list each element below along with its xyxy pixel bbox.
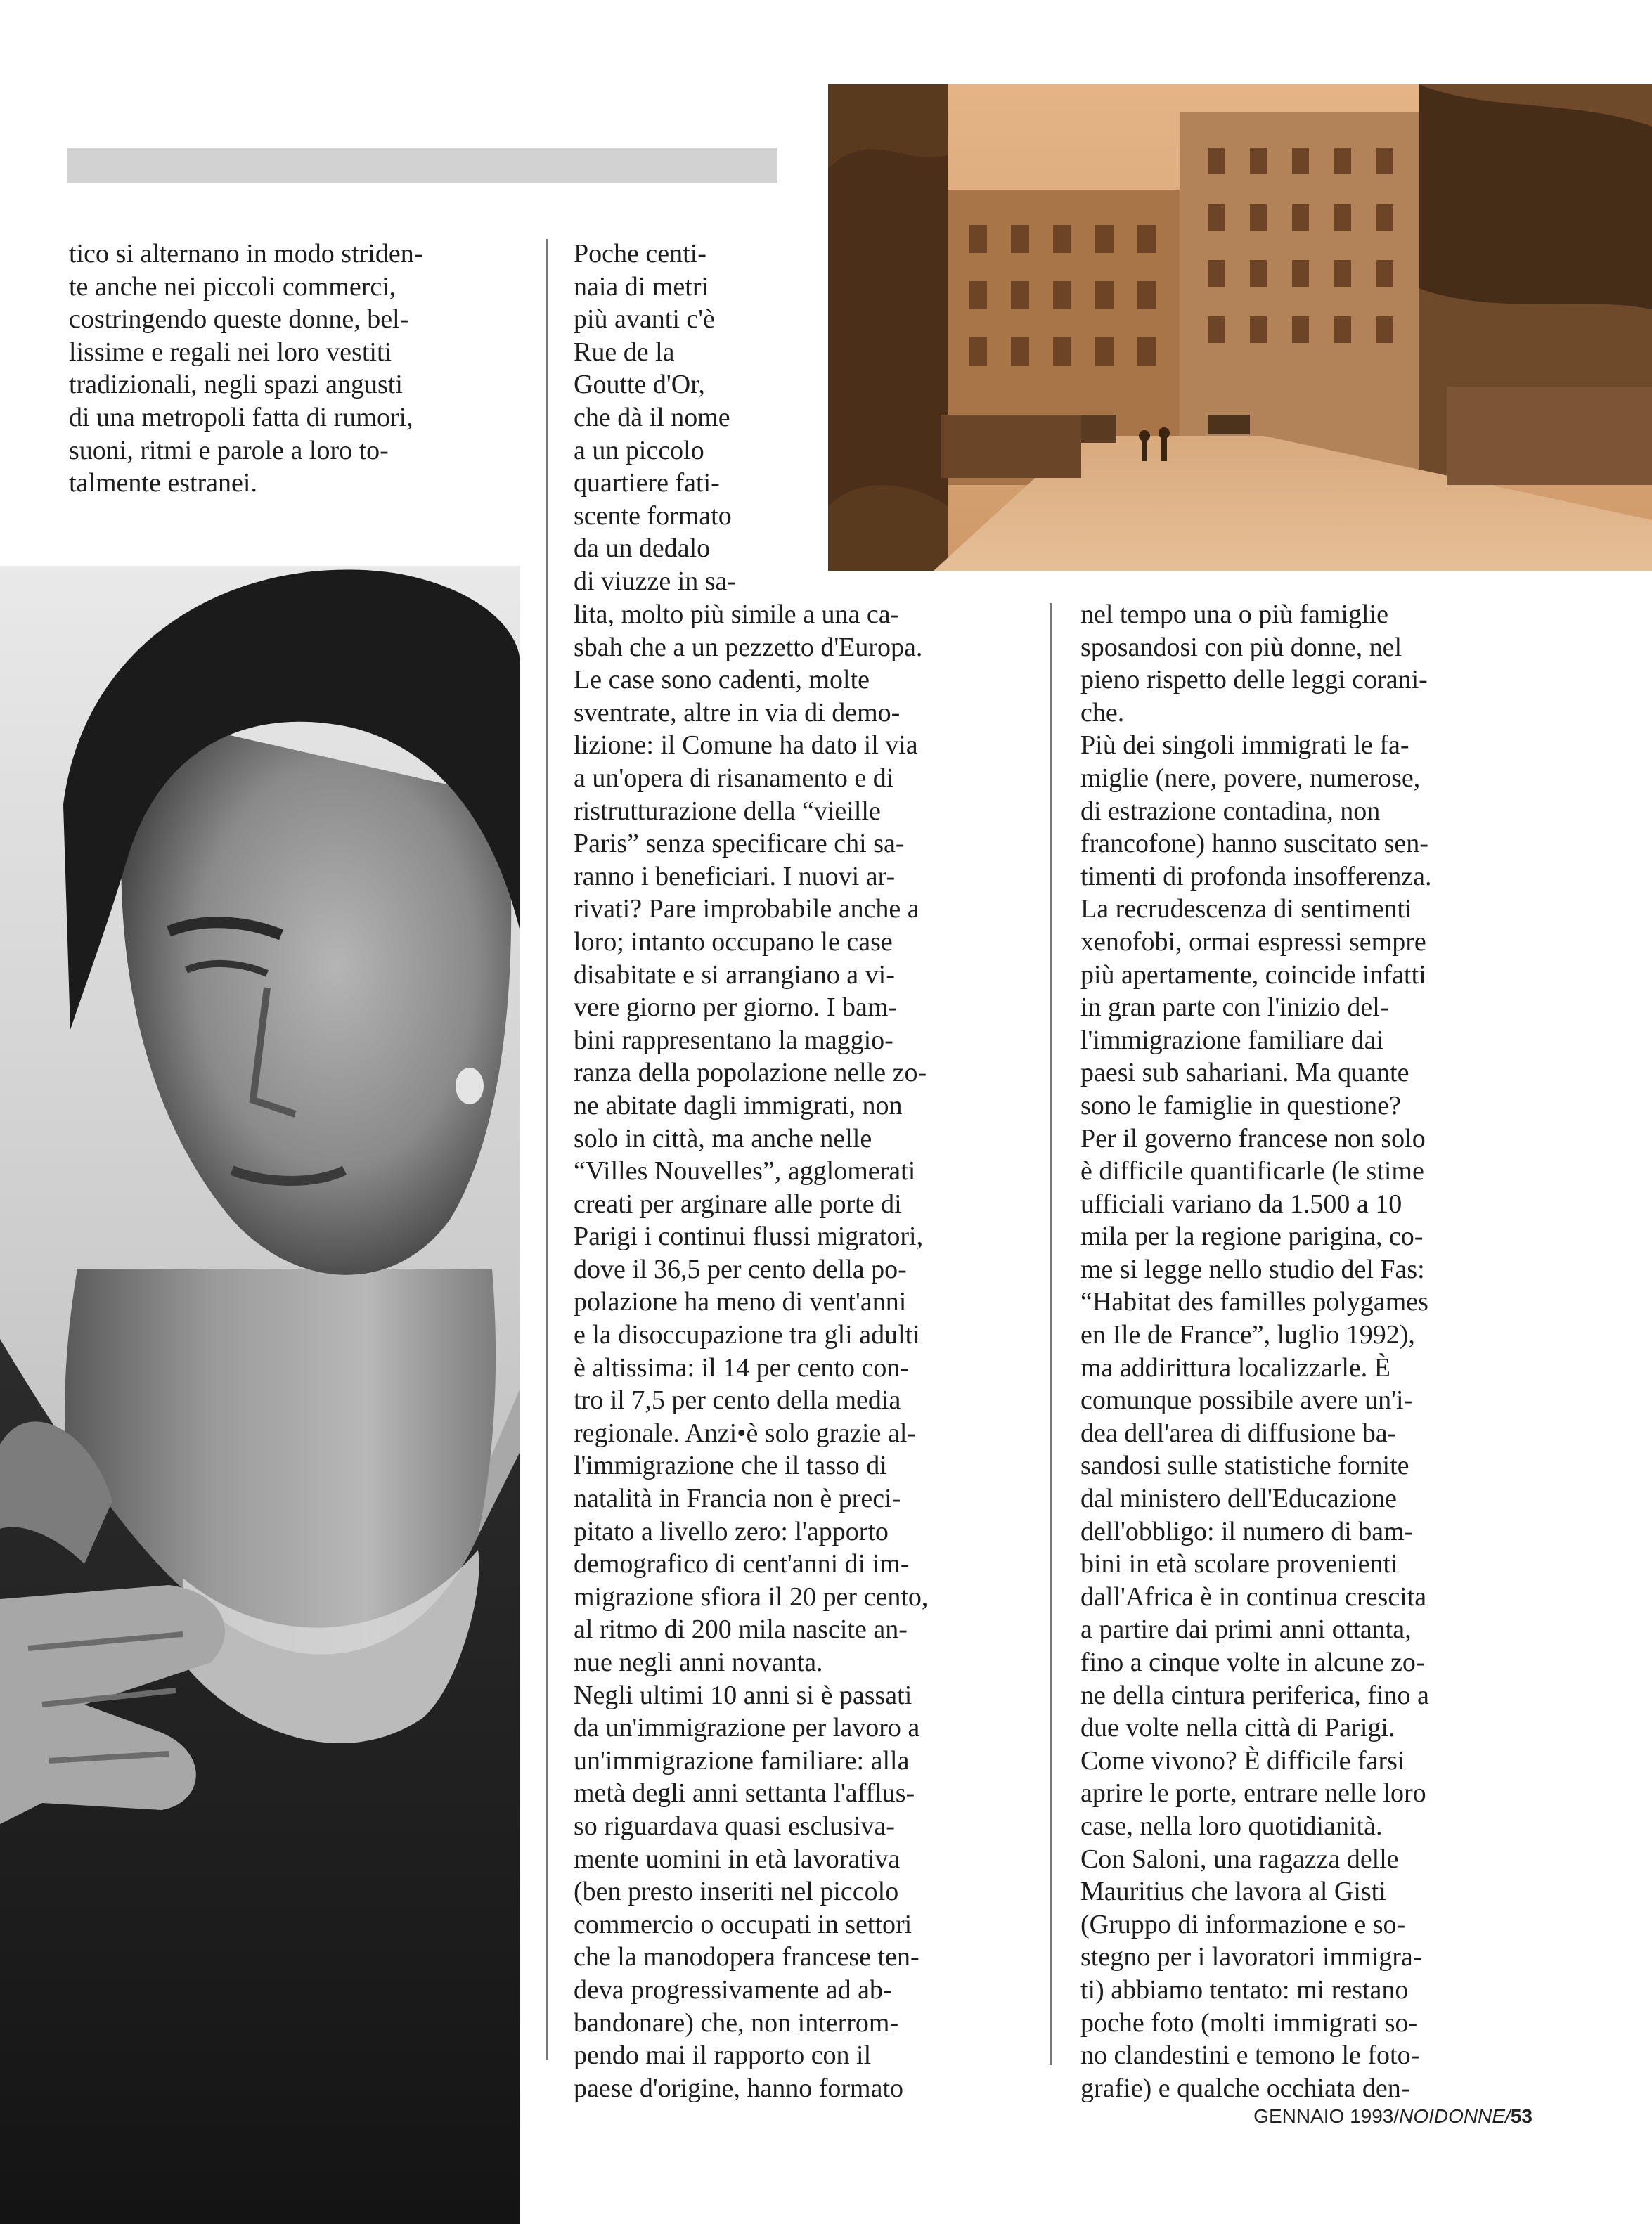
text-line: lizione: il Comune ha dato il via <box>574 730 918 761</box>
text-line: mente uomini in età lavorativa <box>574 1844 901 1874</box>
text-line: ne della cintura periferica, fino a <box>1080 1680 1429 1710</box>
street-photo <box>828 84 1652 571</box>
text-line: en Ile de France”, luglio 1992), <box>1080 1320 1415 1350</box>
text-line: da un'immigrazione per lavoro a <box>574 1713 920 1743</box>
text-line: ti) abbiamo tentato: mi restano <box>1080 1974 1409 2005</box>
page-number: 53 <box>1510 2105 1532 2127</box>
text-line: vere giorno per giorno. I bam- <box>574 993 898 1023</box>
text-line: più apertamente, coincide infatti <box>1080 959 1426 990</box>
text-line: natalità in Francia non è preci- <box>574 1484 901 1514</box>
text-line: (Gruppo di informazione e so- <box>1080 1909 1406 1939</box>
text-line: dall'Africa è in continua crescita <box>1080 1582 1427 1612</box>
text-line: Le case sono cadenti, molte <box>574 665 870 695</box>
middle-column <box>574 598 1024 2105</box>
text-line: “Habitat des familles polygames <box>1080 1287 1428 1317</box>
text-line: fino a cinque volte in alcune zo- <box>1080 1648 1425 1677</box>
text-line: creati per arginare alle porte di <box>574 1189 902 1219</box>
text-line: commercio o occupati in settori <box>574 1909 912 1939</box>
text-line: timenti di profonda insofferenza. <box>1080 861 1432 891</box>
text-line: dove il 36,5 per cento della po- <box>574 1254 907 1284</box>
text-line: naia di metri <box>574 271 709 302</box>
text-line: quartiere fati- <box>574 468 720 498</box>
text-line: nue negli anni novanta. <box>574 1648 823 1677</box>
text-line: dell'obbligo: il numero di bam- <box>1080 1516 1414 1546</box>
text-line: bini rappresentano la maggio- <box>574 1025 893 1055</box>
text-line: pitato a livello zero: l'apporto <box>574 1516 889 1546</box>
text-line: xenofobi, ormai espressi sempre <box>1080 926 1426 957</box>
text-line: tico si alternano in modo striden- <box>69 239 423 269</box>
text-line: poche foto (molti immigrati so- <box>1080 2008 1418 2038</box>
text-line: suoni, ritmi e parole a loro to- <box>69 435 389 465</box>
page-footer <box>1253 2105 1532 2128</box>
text-line: solo in città, ma anche nelle <box>574 1123 872 1153</box>
text-line: da un dedalo <box>574 534 711 564</box>
right-column <box>1080 598 1530 2105</box>
text-line: costringendo queste donne, bel- <box>69 304 409 335</box>
text-line: sposandosi con più donne, nel <box>1080 632 1402 662</box>
text-line: Con Saloni, una ragazza delle <box>1080 1844 1399 1874</box>
text-line: tradizionali, negli spazi angusti <box>69 370 403 400</box>
text-line: disabitate e si arrangiano a vi- <box>574 959 895 990</box>
text-line: di estrazione contadina, non <box>1080 796 1381 826</box>
text-line: di viuzze in sa- <box>574 566 737 596</box>
text-line: più avanti c'è <box>574 304 715 335</box>
text-line: comunque possibile avere un'i- <box>1080 1385 1413 1416</box>
text-line: in gran parte con l'inizio del- <box>1080 993 1389 1023</box>
text-line: pieno rispetto delle leggi corani- <box>1080 665 1428 695</box>
text-line: te anche nei piccoli commerci, <box>69 271 396 302</box>
text-line: Parigi i continui flussi migratori, <box>574 1222 924 1252</box>
text-line: bandonare) che, non interrom- <box>574 2008 899 2038</box>
text-line: case, nella loro quotidianità. <box>1080 1811 1383 1841</box>
footer-magazine: NOIDONNE/ <box>1399 2105 1511 2127</box>
intro-column <box>69 238 519 500</box>
text-line: ristrutturazione della “vieille <box>574 796 881 826</box>
text-line: bini in età scolare provenienti <box>1080 1549 1398 1579</box>
text-line: Paris” senza specificare chi sa- <box>574 829 905 859</box>
text-line: “Villes Nouvelles”, agglomerati <box>574 1156 916 1187</box>
column-rule-right <box>1050 603 1052 2065</box>
text-line: (ben presto inseriti nel piccolo <box>574 1877 899 1907</box>
text-line: a un piccolo <box>574 435 704 465</box>
text-line: a partire dai primi anni ottanta, <box>1080 1615 1412 1645</box>
text-line: sandosi sulle statistiche fornite <box>1080 1451 1409 1481</box>
text-line: loro; intanto occupano le case <box>574 926 893 957</box>
text-line: Goutte d'Or, <box>574 370 705 400</box>
text-line: e la disoccupazione tra gli adulti <box>574 1320 920 1350</box>
text-line: che la manodopera francese ten- <box>574 1942 919 1972</box>
text-line: rivati? Pare improbabile anche a <box>574 894 919 924</box>
text-line: me si legge nello studio del Fas: <box>1080 1254 1425 1284</box>
text-line: lissime e regali nei loro vestiti <box>69 337 392 367</box>
text-line: scente formato <box>574 500 732 531</box>
text-line: l'immigrazione che il tasso di <box>574 1451 887 1481</box>
text-line: è altissima: il 14 per cento con- <box>574 1352 909 1383</box>
text-line: ne abitate dagli immigrati, non <box>574 1090 903 1120</box>
header-band <box>67 148 777 183</box>
text-line: lita, molto più simile a una ca- <box>574 600 900 629</box>
text-line: Come vivono? È difficile farsi <box>1080 1745 1405 1776</box>
middle-column-top <box>574 238 782 598</box>
text-line: al ritmo di 200 mila nascite an- <box>574 1615 908 1645</box>
text-line: regionale. Anzi•è solo grazie al- <box>574 1418 917 1448</box>
text-line: un'immigrazione familiare: alla <box>574 1745 910 1776</box>
text-line: Più dei singoli immigrati le fa- <box>1080 730 1409 761</box>
text-line: ranno i beneficiari. I nuovi ar- <box>574 861 896 891</box>
text-line: a un'opera di risanamento e di <box>574 763 894 793</box>
text-line: Rue de la <box>574 337 675 367</box>
text-line: migrazione sfiora il 20 per cento, <box>574 1582 929 1612</box>
text-line: ranza della popolazione nelle zo- <box>574 1058 927 1088</box>
text-line: paesi sub sahariani. Ma quante <box>1080 1058 1409 1088</box>
text-line: polazione ha meno di vent'anni <box>574 1287 907 1317</box>
text-line: pendo mai il rapporto con il <box>574 2041 872 2071</box>
column-rule-left <box>546 239 548 2060</box>
text-line: ufficiali variano da 1.500 a 10 <box>1080 1189 1402 1219</box>
text-line: Negli ultimi 10 anni si è passati <box>574 1680 912 1710</box>
text-line: La recrudescenza di sentimenti <box>1080 894 1412 924</box>
text-line: no clandestini e temono le foto- <box>1080 2041 1420 2071</box>
text-line: dea dell'area di diffusione ba- <box>1080 1418 1397 1448</box>
text-line: è difficile quantificarle (le stime <box>1080 1156 1424 1187</box>
text-line: sbah che a un pezzetto d'Europa. <box>574 632 923 662</box>
text-line: francofone) hanno suscitato sen- <box>1080 829 1428 859</box>
text-line: talmente estranei. <box>69 468 257 498</box>
text-line: deva progressivamente ad ab- <box>574 1974 892 2005</box>
text-line: sventrate, altre in via di demo- <box>574 697 901 728</box>
text-line: due volte nella città di Parigi. <box>1080 1713 1395 1743</box>
text-line: ma addirittura localizzarle. È <box>1080 1352 1390 1383</box>
text-line: Poche centi- <box>574 239 706 269</box>
text-line: sono le famiglie in questione? <box>1080 1090 1401 1120</box>
text-line: Mauritius che lavora al Gisti <box>1080 1877 1386 1907</box>
text-line: so riguardava quasi esclusiva- <box>574 1811 895 1841</box>
text-line: Per il governo francese non solo <box>1080 1123 1426 1153</box>
text-line: miglie (nere, povere, numerose, <box>1080 763 1421 793</box>
text-line: metà degli anni settanta l'afflus- <box>574 1778 915 1809</box>
text-line: l'immigrazione familiare dai <box>1080 1025 1384 1055</box>
footer-date: GENNAIO 1993/ <box>1253 2105 1400 2127</box>
text-line: aprire le porte, entrare nelle loro <box>1080 1778 1426 1809</box>
text-line: nel tempo una o più famiglie <box>1080 600 1388 629</box>
text-line: che dà il nome <box>574 402 730 432</box>
text-line: di una metropoli fatta di rumori, <box>69 402 413 432</box>
text-line: stegno per i lavoratori immigra- <box>1080 1942 1422 1972</box>
text-line: che. <box>1080 697 1125 728</box>
text-line: demografico di cent'anni di im- <box>574 1549 910 1579</box>
text-line: dal ministero dell'Educazione <box>1080 1484 1398 1514</box>
text-line: paese d'origine, hanno formato <box>574 2073 904 2103</box>
portrait-photo <box>0 566 520 2224</box>
text-line: tro il 7,5 per cento della media <box>574 1385 901 1416</box>
text-line: grafie) e qualche occhiata den- <box>1080 2073 1410 2103</box>
text-line: mila per la regione parigina, co- <box>1080 1222 1424 1252</box>
